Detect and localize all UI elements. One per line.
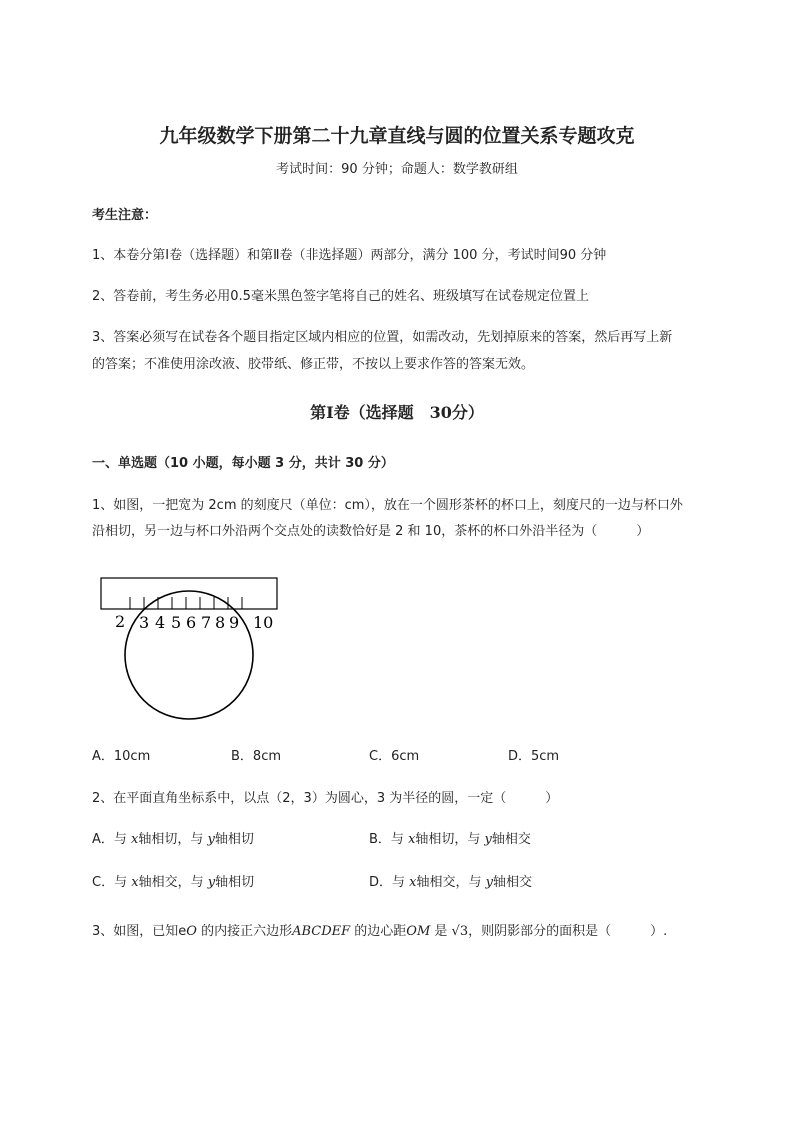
q2-stem: 2、在平面直角坐标系中，以点（2，3）为圆心，3 为半径的圆，一定（ ） xyxy=(92,791,559,806)
ruler-label-6: 6 xyxy=(186,613,197,632)
notice-item-1: 1、本卷分第Ⅰ卷（选择题）和第Ⅱ卷（非选择题）两部分，满分 100 分，考试时间90 分钟 xyxy=(92,248,607,263)
part-heading: 一、单选题（10 小题，每小题 3 分，共计 30 分） xyxy=(92,456,394,471)
ruler-label-8: 8 xyxy=(215,613,226,632)
ruler-cup-figure xyxy=(96,570,286,740)
notice-item-3-cont: 的答案；不准使用涂改液、胶带纸、修正带，不按以上要求作答的答案无效。 xyxy=(92,357,535,372)
page-title: 九年级数学下册第二十九章直线与圆的位置关系专题攻克 xyxy=(159,125,635,147)
q2-option-c: C．与 x轴相交，与 y轴相切 xyxy=(92,875,255,890)
exam-info: 考试时间：90 分钟；命题人：数学教研组 xyxy=(276,162,518,177)
ruler-label-9: 9 xyxy=(229,613,240,632)
ruler-label-10: 10 xyxy=(253,613,274,632)
q1-stem-line2: 沿相切，另一边与杯口外沿两个交点处的读数恰好是 2 和 10，茶杯的杯口外沿半径为（ ） xyxy=(92,524,650,539)
notice-heading: 考生注意： xyxy=(92,208,158,223)
q2-option-a: A．与 x轴相切，与 y轴相切 xyxy=(92,832,254,847)
q1-option-c: C．6cm xyxy=(369,749,420,764)
ruler-label-3: 3 xyxy=(139,613,150,632)
q1-option-d: D．5cm xyxy=(508,749,560,764)
q3-stem: 3、如图，已知eO 的内接正六边形ABCDEF 的边心距OM 是 √3，则阴影部分的面积是（ ）. xyxy=(92,924,668,939)
q1-option-a: A．10cm xyxy=(92,749,151,764)
q2-option-d: D．与 x轴相交，与 y轴相交 xyxy=(369,875,533,890)
q1-stem-line1: 1、如图，一把宽为 2cm 的刻度尺（单位：cm），放在一个圆形茶杯的杯口上，刻度尺的一边与杯口外 xyxy=(92,498,683,513)
q2-option-b: B．与 x轴相切，与 y轴相交 xyxy=(369,832,531,847)
ruler-label-4: 4 xyxy=(155,613,166,632)
notice-item-3: 3、答案必须写在试卷各个题目指定区域内相应的位置，如需改动，先划掉原来的答案，然后再写上新 xyxy=(92,330,673,345)
ruler-numbers xyxy=(115,612,273,632)
ruler-outline xyxy=(101,578,277,609)
notice-item-2: 2、答卷前，考生务必用0.5毫米黑色签字笔将自己的姓名、班级填写在试卷规定位置上 xyxy=(92,289,589,304)
ruler-label-2: 2 xyxy=(115,612,126,631)
cup-rim-circle xyxy=(125,591,253,719)
q1-option-b: B．8cm xyxy=(231,749,282,764)
section-title: 第Ⅰ卷（选择题 30分） xyxy=(310,403,484,422)
ruler-label-7: 7 xyxy=(201,613,212,632)
ruler-label-5: 5 xyxy=(171,613,182,632)
